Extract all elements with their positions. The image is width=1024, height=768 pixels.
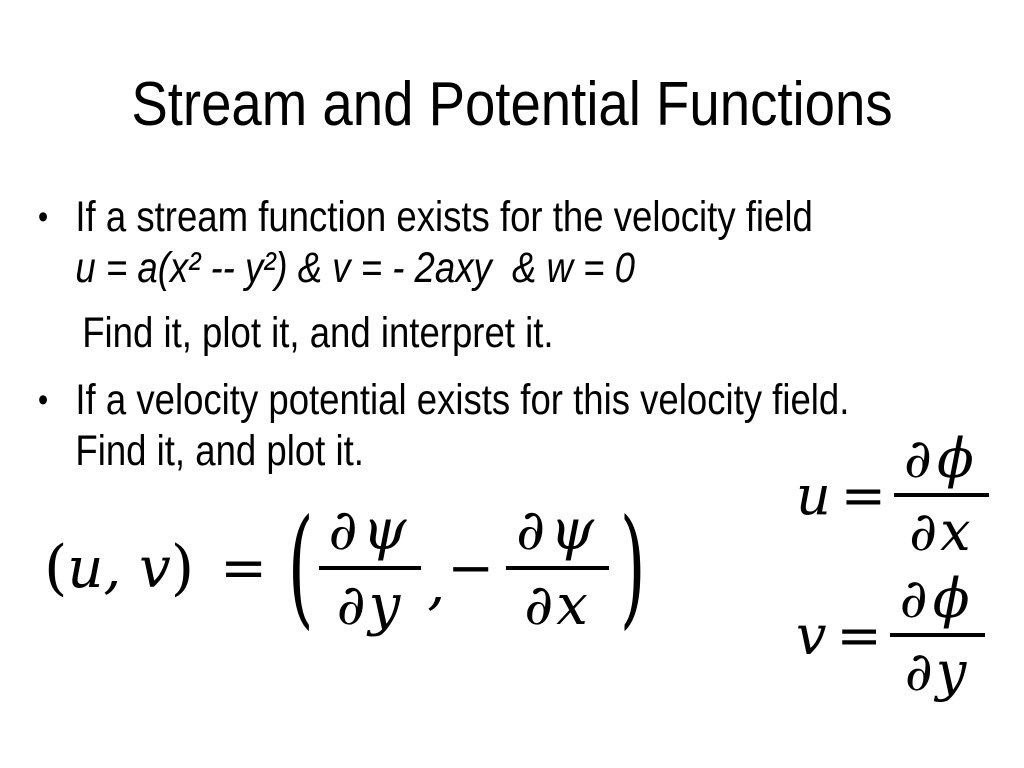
bullet1-equation-line: u = a(x² -- y²) & v = - 2axy & w = 0 xyxy=(75,244,635,292)
bullet2-line2: Find it, and plot it. xyxy=(75,427,364,475)
fraction-denominator: ∂y xyxy=(904,640,970,703)
lhs-close-paren: ) xyxy=(170,533,195,603)
equals-sign: = xyxy=(220,535,268,601)
equation-lhs: v xyxy=(796,603,827,667)
fraction-denominator: ∂x xyxy=(524,573,591,638)
equation-lhs: u, v xyxy=(67,535,171,601)
dpsi-dx-fraction xyxy=(506,497,609,638)
big-open-paren-icon: ( xyxy=(287,492,314,644)
bullet-marker: • xyxy=(38,381,49,419)
comma: , xyxy=(427,551,446,617)
bullet1-followup-line: Find it, plot it, and interpret it. xyxy=(82,309,554,357)
dphi-dy-fraction xyxy=(890,566,985,703)
lhs-open-paren: ( xyxy=(44,533,68,603)
fraction-denominator: ∂x xyxy=(909,500,974,563)
stream-function-equation xyxy=(44,488,644,648)
equation-lhs: u xyxy=(796,463,831,527)
fraction-numerator: ∂ϕ xyxy=(899,566,975,630)
potential-equation-v xyxy=(796,566,985,703)
bullet1-followup xyxy=(38,308,990,359)
bullet2-line1: If a velocity potential exists for this velocity field. xyxy=(75,376,850,424)
equals-sign: = xyxy=(836,603,882,667)
fraction-numerator: ∂ψ xyxy=(328,497,412,563)
fraction-denominator: ∂y xyxy=(336,573,404,638)
equals-sign: = xyxy=(840,463,887,527)
fraction-numerator: ∂ψ xyxy=(516,497,599,563)
dphi-dx-fraction xyxy=(894,426,989,563)
potential-equation-u xyxy=(796,426,989,563)
minus-sign: − xyxy=(447,535,495,601)
dpsi-dy-fraction xyxy=(319,497,422,638)
bullet1-line1: If a stream function exists for the velocity field xyxy=(75,193,813,241)
bullet1-text xyxy=(75,192,990,294)
fraction-numerator: ∂ϕ xyxy=(904,426,979,490)
big-close-paren-icon: ) xyxy=(619,492,646,644)
comma-minus-separator xyxy=(427,535,495,617)
bullet-item-1 xyxy=(38,192,990,294)
slide-title: Stream and Potential Functions xyxy=(131,70,893,139)
bullet-marker: • xyxy=(38,198,49,236)
